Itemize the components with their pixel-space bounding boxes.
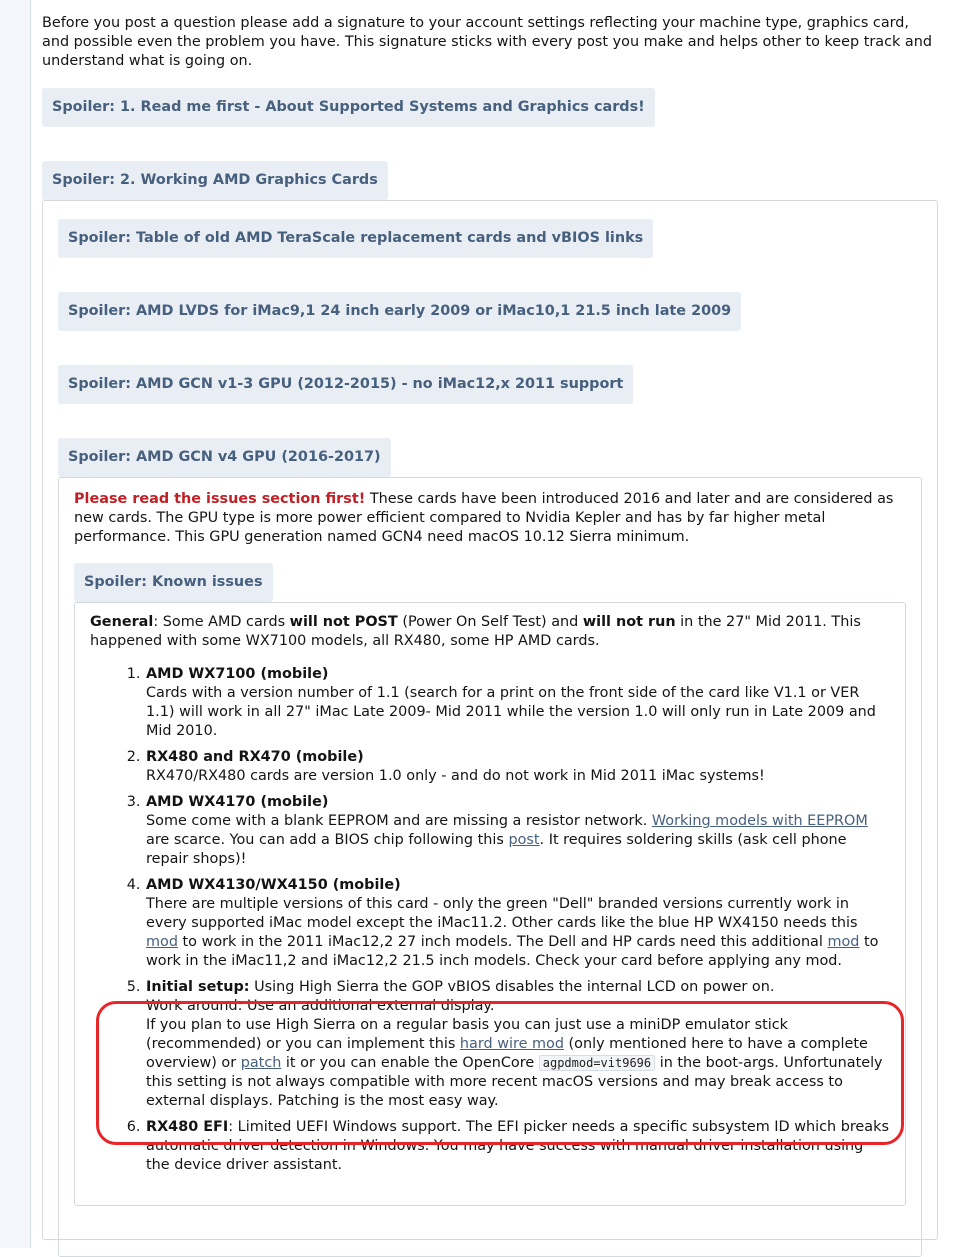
list-item: 5. Initial setup: Using High Sierra the GOP vBIOS disables the internal LCD on power on. Work around: Use an additional external display. If you plan to use High Sierra on a regular basis you can just use a miniDP emulator stick (recommended) or you can implement this hard wire mod (only mentioned here to have a complete overview) or patch it or you can enable the OpenCore agpdmod=vit9696 in the boot-args. Unfortunately this setting is not always compatible with more recent macOS versions and may break access to external displays. Patching is the most easy way. <box>145 978 890 1111</box>
post-link[interactable]: post <box>508 832 540 848</box>
gcn4-intro-text: These cards have been introduced 2016 and later and are considered as new cards. The GPU type is more power efficient compared to Nvidia Kepler and has by far higher metal performance. This GPU generation named GCN4 need macOS 10.12 Sierra minimum. <box>74 491 894 545</box>
left-rail <box>0 0 31 1248</box>
patch-link[interactable]: patch <box>240 1055 282 1071</box>
list-item: 2. RX480 and RX470 (mobile) RX470/RX480 cards are version 1.0 only - and do not work in Mid 2011 iMac systems! <box>145 748 890 786</box>
list-item: 4. AMD WX4130/WX4150 (mobile) There are multiple versions of this card - only the green "Dell" branded versions currently work in every supported iMac model except the iMac11.2. Other cards like the blue HP WX4150 needs this mod to work in the 2011 iMac12,2 27 inch models. The Dell and HP cards need this additional mod to work in the iMac11,2 and iMac12,2 21.5 inch models. Check your card before applying any mod. <box>145 876 890 971</box>
spoiler-working-amd-content <box>42 200 938 1240</box>
spoiler-gcn4-button[interactable]: Spoiler: AMD GCN v4 GPU (2016-2017) <box>58 438 391 477</box>
spoiler-lvds-button[interactable]: Spoiler: AMD LVDS for iMac9,1 24 inch early 2009 or iMac10,1 21.5 inch late 2009 <box>58 292 741 331</box>
issues-warning: Please read the issues section first! <box>74 491 366 507</box>
spoiler-terascale-button[interactable]: Spoiler: Table of old AMD TeraScale replacement cards and vBIOS links <box>58 219 653 258</box>
spoiler-gcn13-button[interactable]: Spoiler: AMD GCN v1-3 GPU (2012-2015) - no iMac12,x 2011 support <box>58 365 633 404</box>
intro-text: Before you post a question please add a signature to your account settings reflecting your machine type, graphics card, and possible even the problem you have. This signature sticks with every post you make and helps other to keep track and understand what is going on. <box>42 15 932 69</box>
issues-list <box>90 665 890 1175</box>
general-note: General: Some AMD cards will not POST (Power On Self Test) and will not run in the 27" Mid 2011. This happened with some WX7100 models, all RX480, some HP AMD cards. <box>90 614 861 649</box>
mod-link-2[interactable]: mod <box>827 934 860 950</box>
spoiler-read-me-first-button[interactable]: Spoiler: 1. Read me first - About Supported Systems and Graphics cards! <box>42 88 655 127</box>
post-content <box>42 14 938 1240</box>
list-item: 1. AMD WX7100 (mobile) Cards with a version number of 1.1 (search for a print on the front side of the card like V1.1 or VER 1.1) will work in all 27" iMac Late 2009- Mid 2011 while the version 1.0 will only run in Late 2009 and Mid 2010. <box>145 665 890 741</box>
spoiler-gcn4-content <box>58 477 922 1257</box>
boot-arg-code: agpdmod=vit9696 <box>539 1055 655 1071</box>
list-item: 6. RX480 EFI: Limited UEFI Windows support. The EFI picker needs a specific subsystem ID which breaks automatic driver detection in Windows. You may have success with manual driver installation using the device driver assistant. <box>145 1118 890 1175</box>
spoiler-known-issues-content <box>74 602 906 1206</box>
spoiler-known-issues-button[interactable]: Spoiler: Known issues <box>74 563 273 602</box>
mod-link-1[interactable]: mod <box>146 934 178 950</box>
working-models-link[interactable]: Working models with EEPROM <box>651 813 868 829</box>
hard-wire-mod-link[interactable]: hard wire mod <box>459 1036 564 1052</box>
list-item: 3. AMD WX4170 (mobile) Some come with a blank EEPROM and are missing a resistor network. Working models with EEPROM are scarce. You can add a BIOS chip following this post. It requires soldering skills (ask cell phone repair shops)! <box>145 793 890 869</box>
spoiler-working-amd-button[interactable]: Spoiler: 2. Working AMD Graphics Cards <box>42 161 388 200</box>
general-label: General <box>90 614 154 630</box>
gcn4-intro <box>74 490 906 547</box>
